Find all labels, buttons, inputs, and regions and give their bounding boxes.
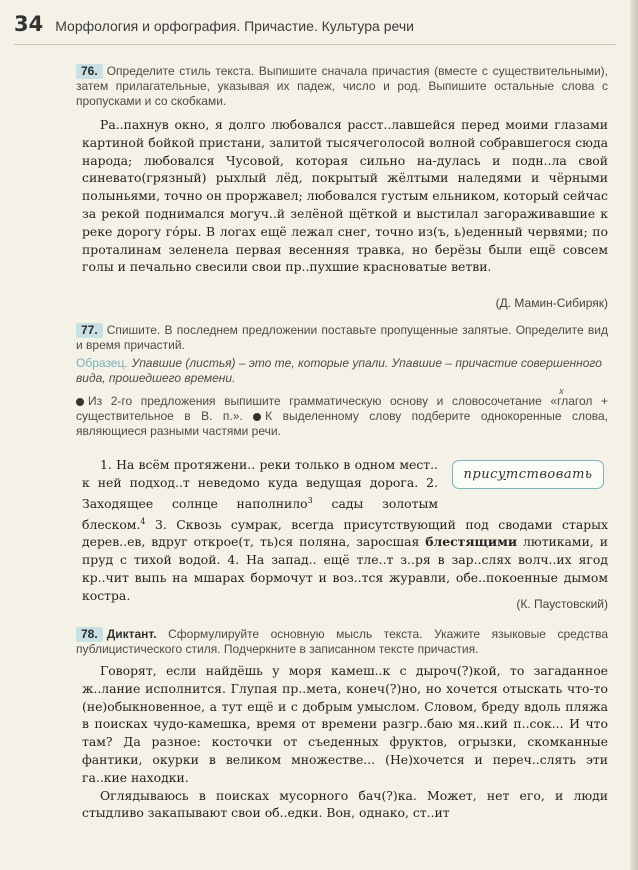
bullet-icon <box>253 413 261 421</box>
task-76-passage <box>82 116 608 276</box>
task-77-text: Спишите. В последнем предложении поставьте пропущенные запятые. Определите вид и время причастий. <box>76 323 608 352</box>
task-77-author: (К. Паустовский) <box>516 597 608 611</box>
task-78-text: Сформулируйте основную мысль текста. Укажите языковые средства публицистического стиля. Подчеркните в записанном тексте причастия. <box>76 627 609 656</box>
task-78-instruction <box>76 627 608 657</box>
glagol-x-mark: x <box>559 386 564 396</box>
task-77-sample <box>76 356 608 386</box>
task-76-text: Определите стиль текста. Выпишите сначала причастия (вместе с существительными), затем прилагательные, указывая их падеж, число и род. Выпишите остальные слова с пропусками и со скобками. <box>76 64 608 108</box>
task-77-instruction <box>76 323 608 353</box>
task-78-paragraph-1: Говорят, если найдёшь у моря камеш..к с дыроч(?)кой, то загаданное ж..лание исполнится. Глупая пр..мета, конеч(?)но, но хочется отыскать что-то (не)обыкновенное, а тут ещё и с добрым умыслом. Словом, бреду вдоль пляжа в поисках чудо-камешка, время от времени разгр..баю мя..кий п..сок... И что там? Да разное: косточки от съеденных фруктов, огрызки, скомканные фантики, окурки в великом множестве... (Не)хочется и переч..слять эти га..кие находки. <box>82 663 608 785</box>
sample-text: Упавшие (листья) – это те, которые упали. Упавшие – причастие совершенного вида, прошедшего времени. <box>76 356 602 385</box>
task-78-passage <box>82 662 608 822</box>
task-77-passage-text: 1. На всём протяжени.. реки только в одном мест.. к ней подход..т неведомо куда ведущая дорога. 2. Заходящее солнце наполнило$^3$ сады золотым блеском.$^4$ 3. Сквозь сумрак, всегда присутствующий под сводами старых дерев..ев, вдруг открое(т, ть)ся поляна, заросшая блестящими лютиками, и пруд с тихой водой. 4. На запад.. ещё тле..т з..ря в зар..слях волч..их ягод кр..чит выпь на мшарах бормочут и воз..тся журавли, обе..покоенные дымом костра. <box>82 457 608 603</box>
task-76-instruction <box>76 64 608 109</box>
page-spine-shadow <box>630 0 638 870</box>
task-76-number: 76. <box>76 64 103 79</box>
task-76-author: (Д. Мамин-Сибиряк) <box>495 296 608 310</box>
header-divider <box>14 44 616 45</box>
glagol-word: x глагол <box>557 386 593 408</box>
page-number: 34 <box>14 12 44 36</box>
task-76-passage-text: Ра..пахнув окно, я долго любовался расст..лавшейся перед моими глазами картиной бойкой пристани, залитой тысячеголосой волной собравшегося сюда народа; любовался Чусовой, которая сильно на-дулась и подн..ла свой синевато(грязный) рыхлый лёд, покрытый жёлтыми наледями и чёрными полыньями, точно он проржавел; любовался густым ельником, который сейчас за рекой поднимался могуч..й зелёной щёткой и выстилал загораживавшие к реке дорогу гóры. В логах ещё лежал снег, точно из(ъ, ь)еденный червями; по проталинам зеленела первая весенняя травка, но берёзы были ещё совсем голы и печально свесили свои пр..пухшие красноватые ветви. <box>82 117 608 275</box>
task-78-number: 78. <box>76 627 103 642</box>
sample-label: Образец. <box>76 356 128 370</box>
page-header <box>14 12 414 36</box>
task-77-extra: Из 2-го предложения выпишите грамматическую основу и словосочетание « x глагол + существительное в В. п.». К выделенному слову подберите однокоренные слова, являющиеся разными частями речи. <box>76 386 609 438</box>
chapter-title: Морфология и орфография. Причастие. Культура речи <box>55 18 414 34</box>
highlighted-word: блестящими <box>425 534 518 550</box>
bullet-icon <box>76 398 84 406</box>
vocabulary-word-box: прис у тствовать <box>452 460 604 489</box>
task-78-keyword: Диктант. <box>106 627 157 641</box>
task-78-paragraph-2: Оглядываюсь в поисках мусорного бач(?)ка. Может, нет его, и люди стыдливо закапывают свои об..едки. Вон, однако, ст..ит <box>82 787 608 821</box>
task-77-number: 77. <box>76 323 103 338</box>
